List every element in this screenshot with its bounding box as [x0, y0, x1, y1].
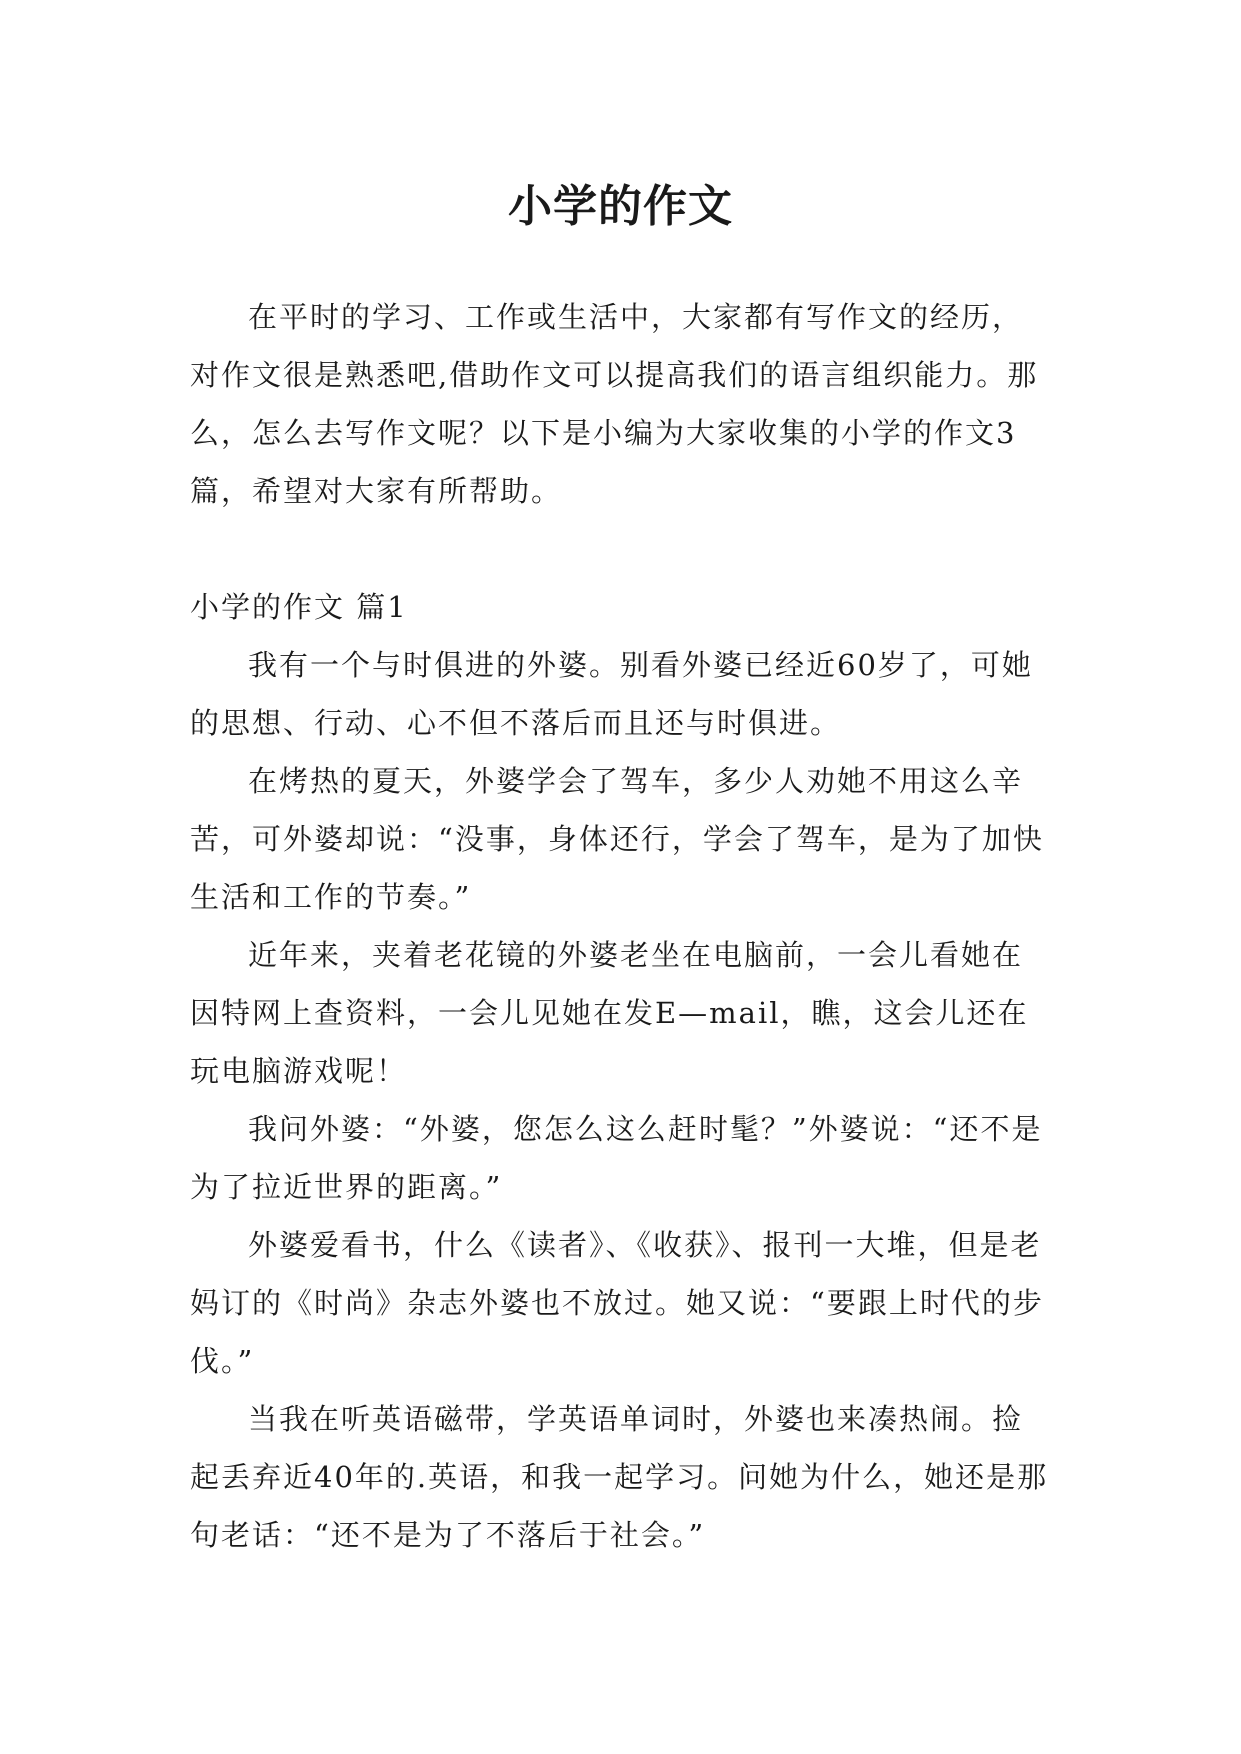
- document-title: 小学的作文: [508, 181, 733, 233]
- section-heading: 小学的作文 篇1: [190, 590, 408, 624]
- body-paragraph: 外婆爱看书，什么《读者》、《收获》、报刊一大堆，但是老妈订的《时尚》杂志外婆也不放过。她又说：“要跟上时代的步伐。”: [190, 1228, 1044, 1378]
- body-paragraph: 近年来，夹着老花镜的外婆老坐在电脑前，一会儿看她在因特网上查资料，一会儿见她在发E—mail，瞧，这会儿还在玩电脑游戏呢！: [190, 938, 1029, 1088]
- intro-paragraph: 在平时的学习、工作或生活中，大家都有写作文的经历，对作文很是熟悉吧,借助作文可以提高我们的语言组织能力。那么，怎么去写作文呢？以下是小编为大家收集的小学的作文3篇，希望对大家有所帮助。: [190, 300, 1039, 508]
- document-body: [190, 288, 1050, 1564]
- body-paragraph: 当我在听英语磁带，学英语单词时，外婆也来凑热闹。捡起丢弃近40年的.英语，和我一起学习。问她为什么，她还是那句老话：“还不是为了不落后于社会。”: [190, 1402, 1049, 1552]
- body-paragraph: 我问外婆：“外婆，您怎么这么赶时髦？”外婆说：“还不是为了拉近世界的距离。”: [190, 1112, 1043, 1204]
- body-paragraph: 在烤热的夏天，外婆学会了驾车，多少人劝她不用这么辛苦，可外婆却说：“没事，身体还行，学会了驾车，是为了加快生活和工作的节奏。”: [190, 764, 1044, 914]
- body-paragraph: 我有一个与时俱进的外婆。别看外婆已经近60岁了，可她的思想、行动、心不但不落后而且还与时俱进。: [190, 648, 1033, 740]
